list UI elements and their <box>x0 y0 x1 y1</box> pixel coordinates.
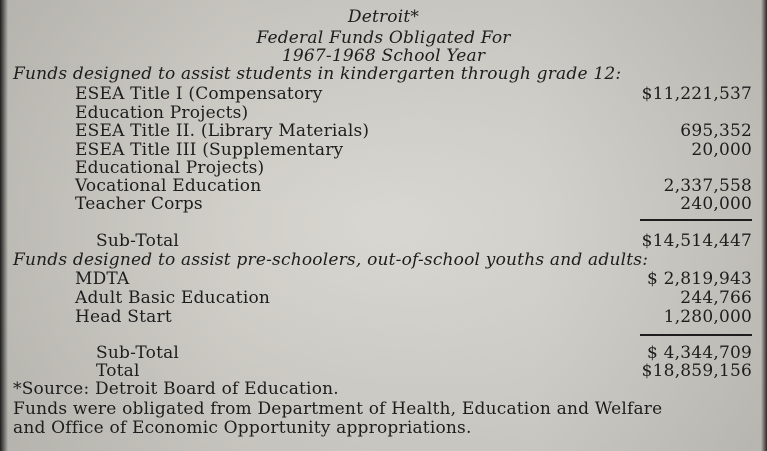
section2-item-label: Adult Basic Education <box>75 288 271 308</box>
section1-subtotal-amount: $14,514,447 <box>641 231 752 251</box>
section1-item-label: Educational Projects) <box>75 158 265 178</box>
source-note: *Source: Detroit Board of Education. <box>13 379 339 399</box>
section1-item-label: ESEA Title II. (Library Materials) <box>75 121 370 141</box>
footnote-line: Funds were obligated from Department of Health, Education and Welfare <box>13 399 663 419</box>
section1-item-label: ESEA Title I (Compensatory <box>75 84 323 104</box>
section1-item-label: Education Projects) <box>75 103 249 123</box>
section2-item-label: MDTA <box>75 269 130 289</box>
section1-heading: Funds designed to assist students in kindergarten through grade 12: <box>13 64 622 84</box>
section2-heading: Funds designed to assist pre-schoolers, out-of-school youths and adults: <box>13 250 649 270</box>
section2-item-amount: 1,280,000 <box>663 307 752 327</box>
section2-subtotal-label: Sub-Total <box>96 343 180 363</box>
page-shadow-right <box>761 0 767 451</box>
total-amount: $18,859,156 <box>641 361 752 381</box>
section1-subtotal-label: Sub-Total <box>96 231 180 251</box>
section2-item-amount: 244,766 <box>680 288 752 308</box>
section2-item-amount: $ 2,819,943 <box>647 269 752 289</box>
section1-item-amount: 2,337,558 <box>663 176 752 196</box>
subtotal-rule <box>640 334 752 336</box>
section2-item-label: Head Start <box>75 307 172 327</box>
document-year: 1967-1968 School Year <box>281 46 486 66</box>
total-label: Total <box>96 361 140 381</box>
section1-item-amount: 695,352 <box>680 121 752 141</box>
footnote-line: and Office of Economic Opportunity appropriations. <box>13 418 472 438</box>
section1-item-amount: 20,000 <box>691 140 752 160</box>
document-city: Detroit* <box>347 7 420 27</box>
section1-item-label: Teacher Corps <box>75 194 203 214</box>
document-title: Federal Funds Obligated For <box>256 28 511 48</box>
section1-item-label: Vocational Education <box>75 176 262 196</box>
section1-item-label: ESEA Title III (Supplementary <box>75 140 344 160</box>
section2-subtotal-amount: $ 4,344,709 <box>647 343 752 363</box>
section1-item-amount: $11,221,537 <box>641 84 752 104</box>
page-shadow-left <box>0 0 8 451</box>
section1-item-amount: 240,000 <box>680 194 752 214</box>
subtotal-rule <box>640 219 752 221</box>
